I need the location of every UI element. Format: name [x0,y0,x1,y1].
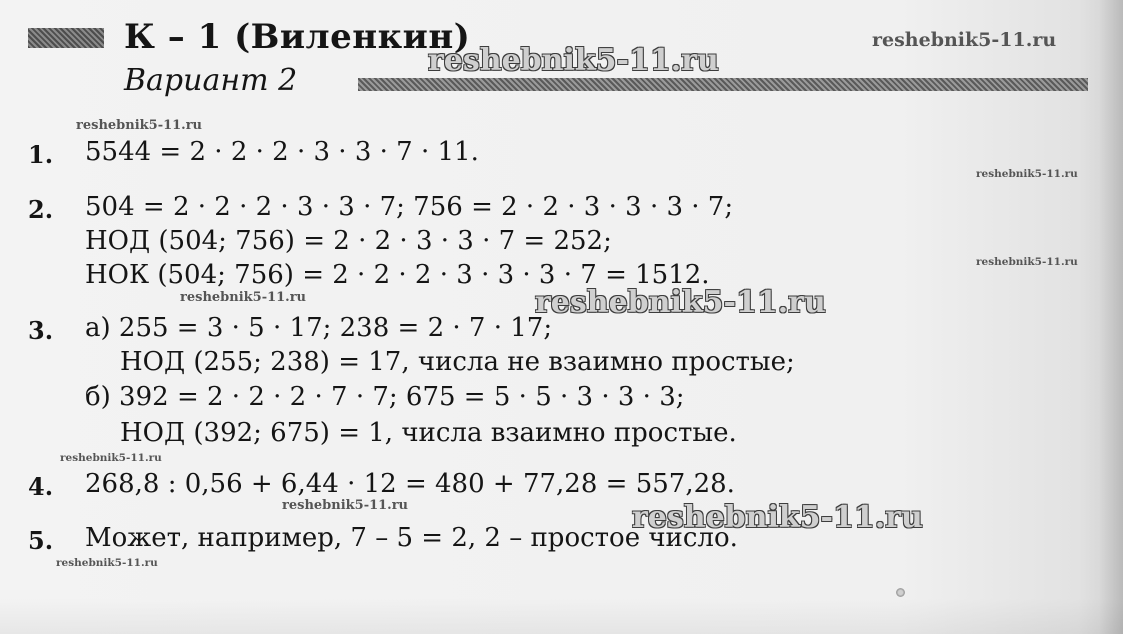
watermark-header: reshebnik5-11.ru [428,43,719,78]
watermark-right-1: reshebnik5-11.ru [976,168,1078,180]
problem-1-number: 1. [28,140,54,169]
problem-4-line-1: 268,8 : 0,56 + 6,44 · 12 = 480 + 77,28 = 557,28. [85,469,735,499]
problem-3-line-1: а) 255 = 3 · 5 · 17; 238 = 2 · 7 · 17; [85,313,553,343]
watermark-problem-4: reshebnik5-11.ru [60,452,162,464]
problem-2-line-1: 504 = 2 · 2 · 2 · 3 · 3 · 7; 756 = 2 · 2 · 3 · 3 · 3 · 7; [85,192,734,222]
problem-2-number: 2. [28,195,54,224]
watermark-problem-1: reshebnik5-11.ru [76,118,203,133]
problem-3-number: 3. [28,316,54,345]
watermark-problem-3-center: reshebnik5-11.ru [535,285,826,320]
page-bottom-shadow [0,598,1123,634]
problem-1-line-1: 5544 = 2 · 2 · 2 · 3 · 3 · 7 · 11. [85,137,479,167]
problem-5-line-1: Может, например, 7 – 5 = 2, 2 – простое число. [85,523,738,553]
problem-3-line-3: б) 392 = 2 · 2 · 2 · 7 · 7; 675 = 5 · 5 · 3 · 3 · 3; [85,382,685,412]
watermark-top-right: reshebnik5-11.ru [872,29,1057,51]
paper-speck [896,588,905,597]
problem-3-line-2: НОД (255; 238) = 17, числа не взаимно простые; [120,347,795,377]
watermark-problem-5-left: reshebnik5-11.ru [282,498,409,513]
problem-3-line-4: НОД (392; 675) = 1, числа взаимно простые. [120,418,737,448]
watermark-right-2: reshebnik5-11.ru [976,256,1078,268]
problem-2-line-2: НОД (504; 756) = 2 · 2 · 3 · 3 · 7 = 252; [85,226,612,256]
watermark-problem-5-right: reshebnik5-11.ru [632,500,923,535]
variant-subtitle: Вариант 2 [124,63,298,98]
problem-4-number: 4. [28,472,54,501]
watermark-footer: reshebnik5-11.ru [56,557,158,569]
page-title: К – 1 (Виленкин) [124,17,471,57]
title-decoration-bar [28,28,104,48]
problem-2-line-3: НОК (504; 756) = 2 · 2 · 2 · 3 · 3 · 3 · 7 = 1512. [85,260,710,290]
problem-5-number: 5. [28,526,54,555]
page-edge-shadow [1099,0,1123,634]
watermark-problem-3-left: reshebnik5-11.ru [180,290,307,305]
subtitle-decoration-bar [358,78,1088,91]
